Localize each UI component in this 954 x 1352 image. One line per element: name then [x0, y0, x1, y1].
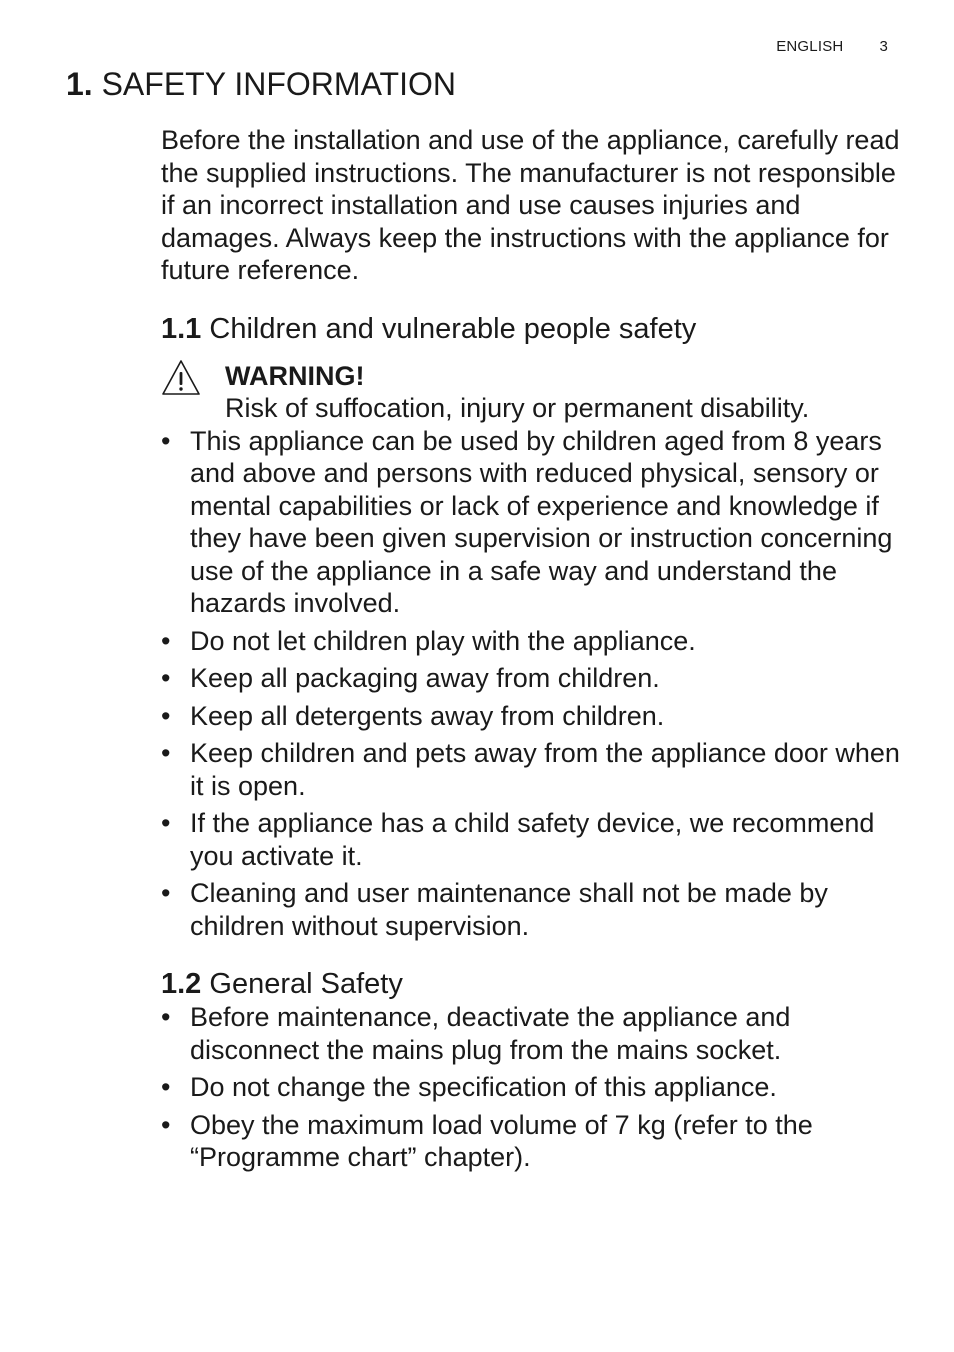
warning-block — [161, 360, 901, 425]
list-item: • Obey the maximum load volume of 7 kg (refer to the “Programme chart” chapter). — [161, 1109, 901, 1174]
page-number: 3 — [879, 38, 888, 55]
intro-paragraph: Before the installation and use of the appliance, carefully read the supplied instructions. The manufacturer is not responsible if an incorrect installation and use causes injuries and damages. Always keep the instructions with the appliance for future reference. — [161, 125, 900, 285]
section-title — [66, 66, 456, 103]
subsection-2-heading — [161, 968, 901, 1001]
subsection-2-number: 1.2 — [161, 968, 202, 1000]
warning-triangle-icon — [161, 358, 201, 398]
content — [161, 124, 901, 1179]
warning-title: WARNING! — [225, 360, 365, 391]
warning-content — [225, 360, 809, 425]
list-item: • This appliance can be used by children aged from 8 years and above and persons with reduced physical, sensory or mental capabilities or lack of experience and knowledge if they have been given supervision or instruction concerning use of the appliance in a safe way and understand the hazards involved. — [161, 425, 901, 620]
language-label: ENGLISH — [776, 38, 844, 55]
list-item: • Keep all detergents away from children. — [161, 700, 901, 733]
list-item: • Do not change the specification of this appliance. — [161, 1071, 901, 1104]
list-item: • Cleaning and user maintenance shall not be made by children without supervision. — [161, 877, 901, 942]
section-number: 1. — [66, 66, 93, 102]
subsection-2-title: General Safety — [209, 968, 403, 1000]
list-item: • Before maintenance, deactivate the appliance and disconnect the mains plug from the mains socket. — [161, 1001, 901, 1066]
list-item: • If the appliance has a child safety device, we recommend you activate it. — [161, 807, 901, 872]
list-item: • Keep all packaging away from children. — [161, 662, 901, 695]
section-title-text: SAFETY INFORMATION — [101, 66, 456, 102]
general-safety-list — [161, 1001, 901, 1174]
page-header — [776, 38, 888, 55]
list-item: • Do not let children play with the appliance. — [161, 625, 901, 658]
subsection-1-heading — [161, 313, 901, 346]
subsection-1-title: Children and vulnerable people safety — [209, 312, 697, 345]
list-item: • Keep children and pets away from the appliance door when it is open. — [161, 737, 901, 802]
children-safety-list — [161, 425, 901, 943]
warning-text: Risk of suffocation, injury or permanent disability. — [225, 393, 810, 423]
subsection-1-number: 1.1 — [161, 312, 202, 345]
